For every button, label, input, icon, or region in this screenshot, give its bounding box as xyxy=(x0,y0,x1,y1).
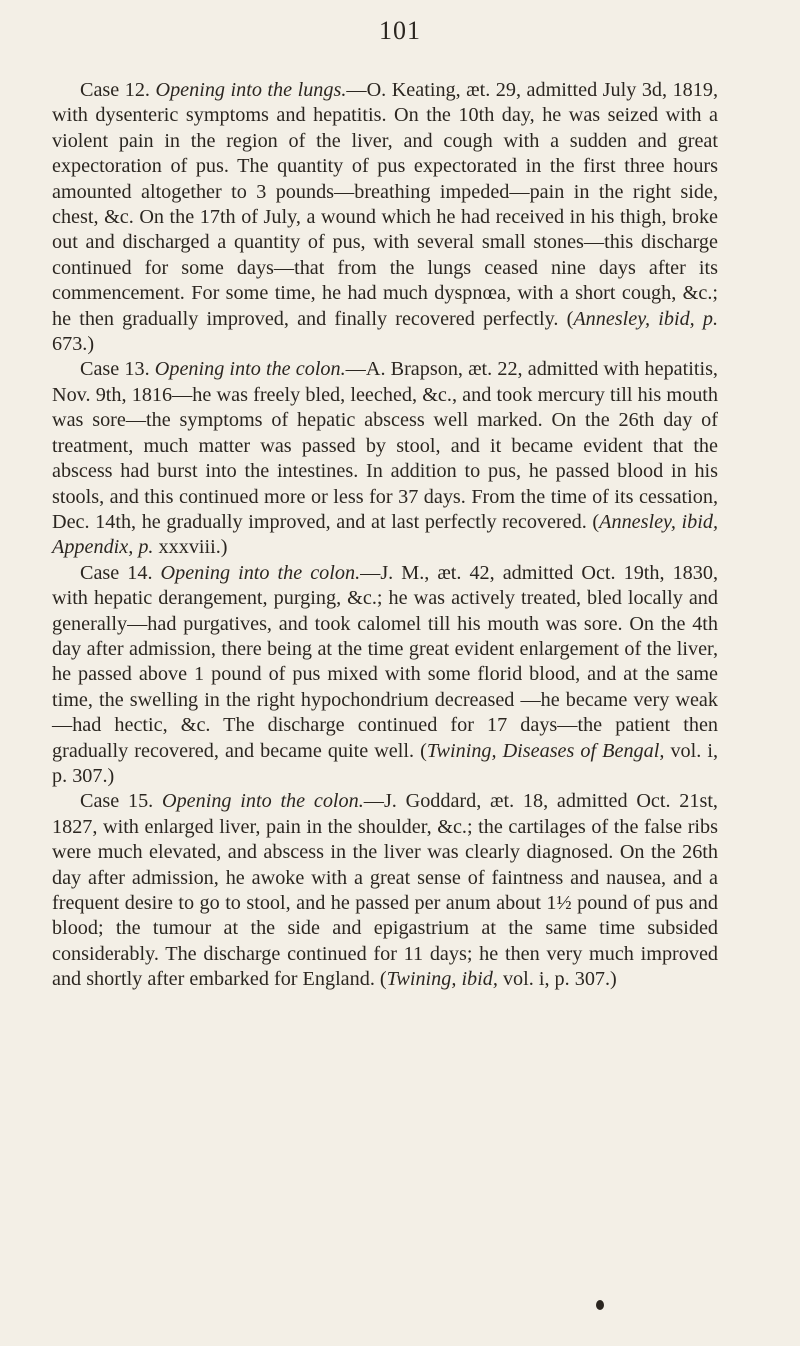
case-title: Opening into the lungs. xyxy=(155,79,347,101)
case-label: Case 14. xyxy=(80,561,153,584)
case-paragraph xyxy=(52,357,718,560)
case-citation-ref: vol. i, p. 307.) xyxy=(497,968,617,991)
case-paragraph xyxy=(52,561,718,790)
case-title: Opening into the colon. xyxy=(160,561,361,584)
case-body: —A. Brapson, æt. 22, admitted with hepatitis, Nov. 9th, 1816—he was freely bled, leeched, &c., and took mercury till his mouth was sore—the symptoms of hepatic abscess well marked. On the 26th day of treatment, much matter was passed by stool, and it became evident that the abscess had burst into the intestines. In addition to pus, he passed blood in his stools, and this continued more or less for 37 days. From the time of its cessation, Dec. 14th, he gradually improved, and at last perfectly recovered. ( xyxy=(52,358,718,533)
case-body: —O. Keating, æt. 29, admitted July 3d, 1819, with dysenteric symptoms and hepatitis. On the 10th day, he was seized with a violent pain in the region of the liver, and cough with a sudden and great expectoration of pus. The quantity of pus expectorated in the first three hours amounted altogether to 3 pounds—breathing impeded—pain in the right side, chest, &c. On the 17th of July, a wound which he had received in his thigh, broke out and discharged a quantity of pus, with several small stones—this discharge continued for some days—that from the lungs ceased nine days after its commencement. For some time, he had much dyspnœa, with a short cough, &c.; he then gradually improved, and finally recovered perfectly. ( xyxy=(52,79,718,330)
case-title: Opening into the colon. xyxy=(154,358,346,381)
case-paragraph xyxy=(52,789,718,992)
case-title: Opening into the colon. xyxy=(162,790,364,813)
case-citation-ref: vol. i, p. 307.) xyxy=(52,739,718,787)
page-text xyxy=(52,78,718,993)
printer-ornament-dot xyxy=(596,1300,604,1310)
case-citation-work: Annesley, ibid, Appendix, p. xyxy=(52,510,719,559)
case-citation-work: Annesley, ibid, p. xyxy=(573,307,719,330)
case-label: Case 13. xyxy=(80,358,150,381)
case-citation-ref: xxxviii.) xyxy=(153,536,228,559)
case-body: —J. Goddard, æt. 18, admitted Oct. 21st, 1827, with enlarged liver, pain in the shoulder, &c.; the cartilages of the false ribs were much elevated, and abscess in the liver was clearly diagnosed. On the 26th day after admission, he awoke with a great sense of faintness and nausea, and a frequent desire to go to stool, and he passed per anum about 1½ pound of pus and blood; the tumour at the side and epigastrium at the same time subsided considerably. The discharge continued for 11 days; he then very much improved and shortly after embarked for England. ( xyxy=(52,790,718,991)
case-citation-ref: 673.) xyxy=(52,333,95,356)
case-citation-work: Twining, ibid, xyxy=(386,968,498,991)
case-label: Case 15. xyxy=(80,790,154,813)
page-number: 101 xyxy=(379,16,421,45)
case-body: —J. M., æt. 42, admitted Oct. 19th, 1830, with hepatic derangement, purging, &c.; he was actively treated, bled locally and generally—had purgatives, and took calomel till his mouth was sore. On the 4th day after admission, there being at the time great evident enlargement of the liver, he passed above 1 pound of pus mixed with some florid blood, and at the same time, the swelling in the right hypochondrium decreased —he became very weak—had hectic, &c. The discharge continued for 17 days—the patient then gradually recovered, and became quite well. ( xyxy=(52,561,718,762)
case-paragraph xyxy=(52,78,718,357)
case-label: Case 12. xyxy=(80,79,150,101)
case-citation-work: Twining, Diseases of Bengal, xyxy=(426,739,665,762)
